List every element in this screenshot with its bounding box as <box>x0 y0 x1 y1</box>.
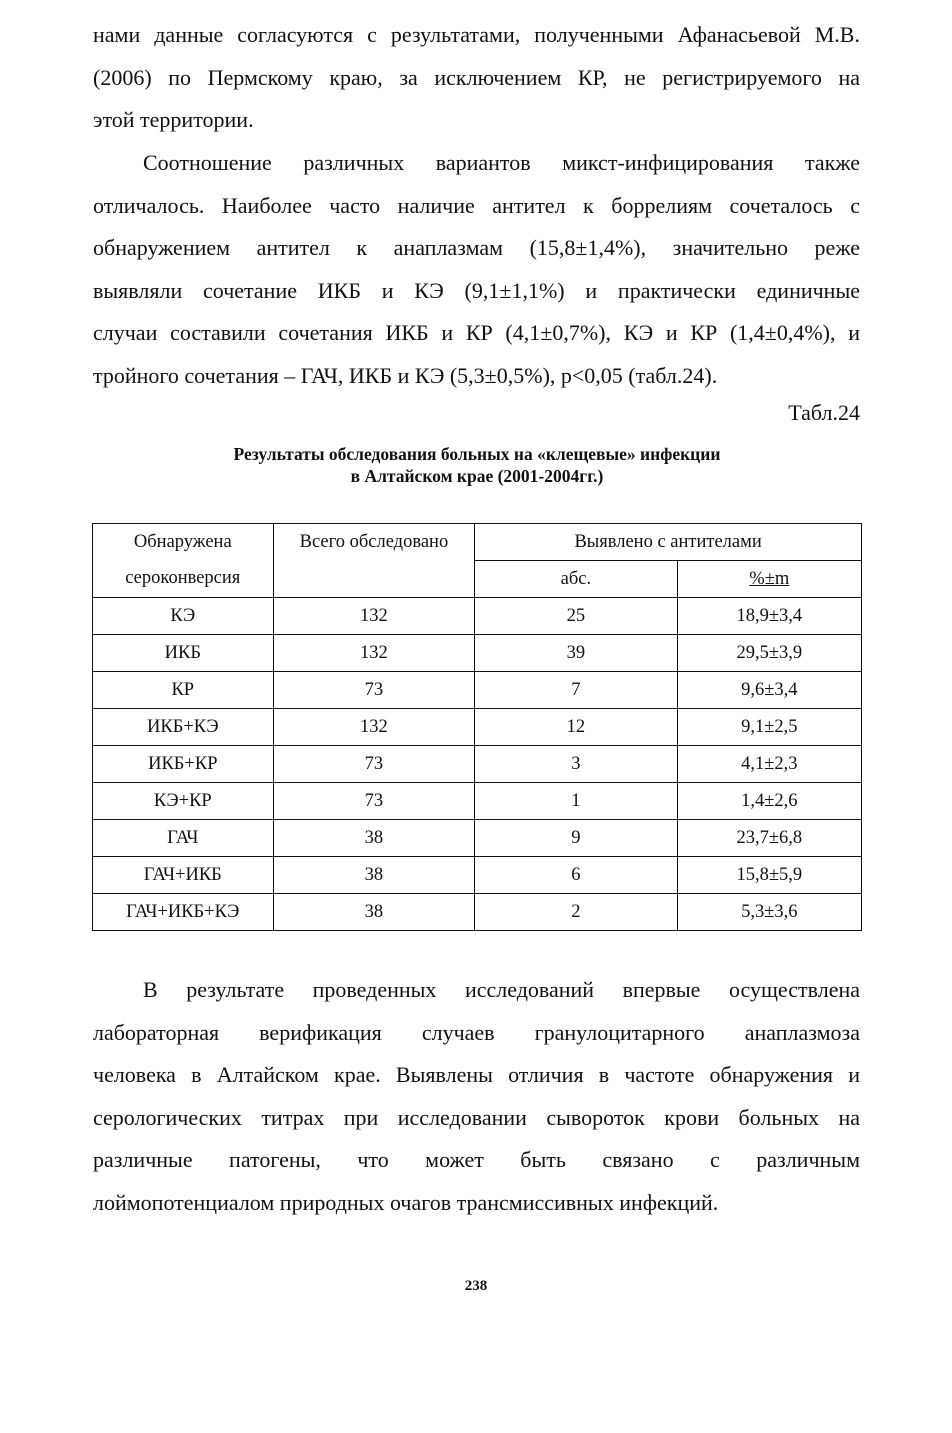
cell-infection: ГАЧ+ИКБ <box>93 857 274 894</box>
cell-total: 38 <box>273 894 475 931</box>
table-header-row-1 <box>93 524 862 561</box>
table-caption-line-2: в Алтайском крае (2001-2004гг.) <box>350 466 604 486</box>
paragraph-3-line-4: серологических титрах при исследовании сывороток крови больных на <box>93 1104 860 1130</box>
table-row <box>93 746 862 783</box>
cell-abs: 9 <box>475 820 677 857</box>
header-percent-text: %±m <box>749 568 790 589</box>
paragraph-3-line-6: лоймопотенциалом природных очагов трансмиссивных инфекций. <box>93 1189 719 1215</box>
header-total-examined: Всего обследовано <box>273 524 475 598</box>
cell-percent: 18,9±3,4 <box>677 598 861 635</box>
cell-infection: ИКБ+КР <box>93 746 274 783</box>
paragraph-1-line-3: этой территории. <box>93 107 254 132</box>
cell-percent: 23,7±6,8 <box>677 820 861 857</box>
table-body <box>93 598 862 931</box>
cell-abs: 25 <box>475 598 677 635</box>
cell-total: 38 <box>273 857 475 894</box>
results-table <box>92 523 862 931</box>
cell-infection: ГАЧ <box>93 820 274 857</box>
paragraph-3 <box>93 969 860 1224</box>
cell-abs: 2 <box>475 894 677 931</box>
cell-total: 132 <box>273 598 475 635</box>
cell-abs: 39 <box>475 635 677 672</box>
header-seroconversion-line-1: Обнаружена <box>133 532 232 552</box>
cell-total: 132 <box>273 635 475 672</box>
cell-abs: 3 <box>475 746 677 783</box>
paragraph-1-line-1: нами данные согласуются с результатами, полученными Афанасьевой М.В. <box>93 22 860 47</box>
cell-infection: КР <box>93 672 274 709</box>
cell-infection: КЭ+КР <box>93 783 274 820</box>
cell-total: 73 <box>273 746 475 783</box>
cell-total: 73 <box>273 672 475 709</box>
cell-infection: ИКБ+КЭ <box>93 709 274 746</box>
paragraph-2-line-1: Соотношение различных вариантов микст-инфицирования также <box>143 150 860 175</box>
paragraph-2-line-3: обнаружением антител к анаплазмам (15,8±1,4%), значительно реже <box>93 235 860 260</box>
paragraph-3-line-5: различные патогены, что может быть связано с различным <box>93 1147 860 1172</box>
header-seroconversion <box>93 524 274 598</box>
table-row <box>93 894 862 931</box>
cell-percent: 1,4±2,6 <box>677 783 861 820</box>
cell-percent: 9,1±2,5 <box>677 709 861 746</box>
paragraph-1 <box>93 14 860 142</box>
cell-abs: 12 <box>475 709 677 746</box>
paragraph-3-line-2: лабораторная верификация случаев гранулоцитарного анаплазмоза <box>93 1019 860 1045</box>
table-row <box>93 820 862 857</box>
cell-abs: 1 <box>475 783 677 820</box>
cell-total: 132 <box>273 709 475 746</box>
cell-abs: 7 <box>475 672 677 709</box>
cell-percent: 15,8±5,9 <box>677 857 861 894</box>
paragraph-2-line-2: отличалось. Наиболее часто наличие антител к боррелиям сочеталось с <box>93 192 860 218</box>
paragraph-3-line-3: человека в Алтайском крае. Выявлены отличия в частоте обнаружения и <box>93 1062 860 1087</box>
header-antibodies-group: Выявлено с антителами <box>475 524 862 561</box>
table-caption <box>93 443 861 487</box>
cell-percent: 29,5±3,9 <box>677 635 861 672</box>
cell-infection: ИКБ <box>93 635 274 672</box>
paragraph-2-line-4: выявляли сочетание ИКБ и КЭ (9,1±1,1%) и практически единичные <box>93 277 860 303</box>
cell-total: 38 <box>273 820 475 857</box>
paragraph-3-line-1: В результате проведенных исследований впервые осуществлена <box>143 977 860 1002</box>
paragraph-2-line-6: тройного сочетания – ГАЧ, ИКБ и КЭ (5,3±0,5%), p<0,05 (табл.24). <box>93 362 718 388</box>
cell-abs: 6 <box>475 857 677 894</box>
paragraph-1-line-2: (2006) по Пермскому краю, за исключением КР, не регистрируемого на <box>93 64 860 90</box>
header-abs: абс. <box>475 561 677 598</box>
table-row <box>93 857 862 894</box>
table-row <box>93 709 862 746</box>
cell-infection: КЭ <box>93 598 274 635</box>
cell-percent: 9,6±3,4 <box>677 672 861 709</box>
table-row <box>93 783 862 820</box>
page-number: 238 <box>464 1278 488 1294</box>
table-row <box>93 598 862 635</box>
paragraph-2-line-5: случаи составили сочетания ИКБ и КР (4,1±0,7%), КЭ и КР (1,4±0,4%), и <box>93 320 860 345</box>
table-label: Табл.24 <box>788 400 860 425</box>
header-seroconversion-line-2: сероконверсия <box>125 568 241 588</box>
table-row <box>93 672 862 709</box>
cell-percent: 4,1±2,3 <box>677 746 861 783</box>
cell-percent: 5,3±3,6 <box>677 894 861 931</box>
table-caption-line-1: Результаты обследования больных на «клещевые» инфекции <box>233 444 721 464</box>
header-percent <box>677 561 861 598</box>
cell-infection: ГАЧ+ИКБ+КЭ <box>93 894 274 931</box>
table-row <box>93 635 862 672</box>
cell-total: 73 <box>273 783 475 820</box>
paragraph-2 <box>93 142 860 397</box>
